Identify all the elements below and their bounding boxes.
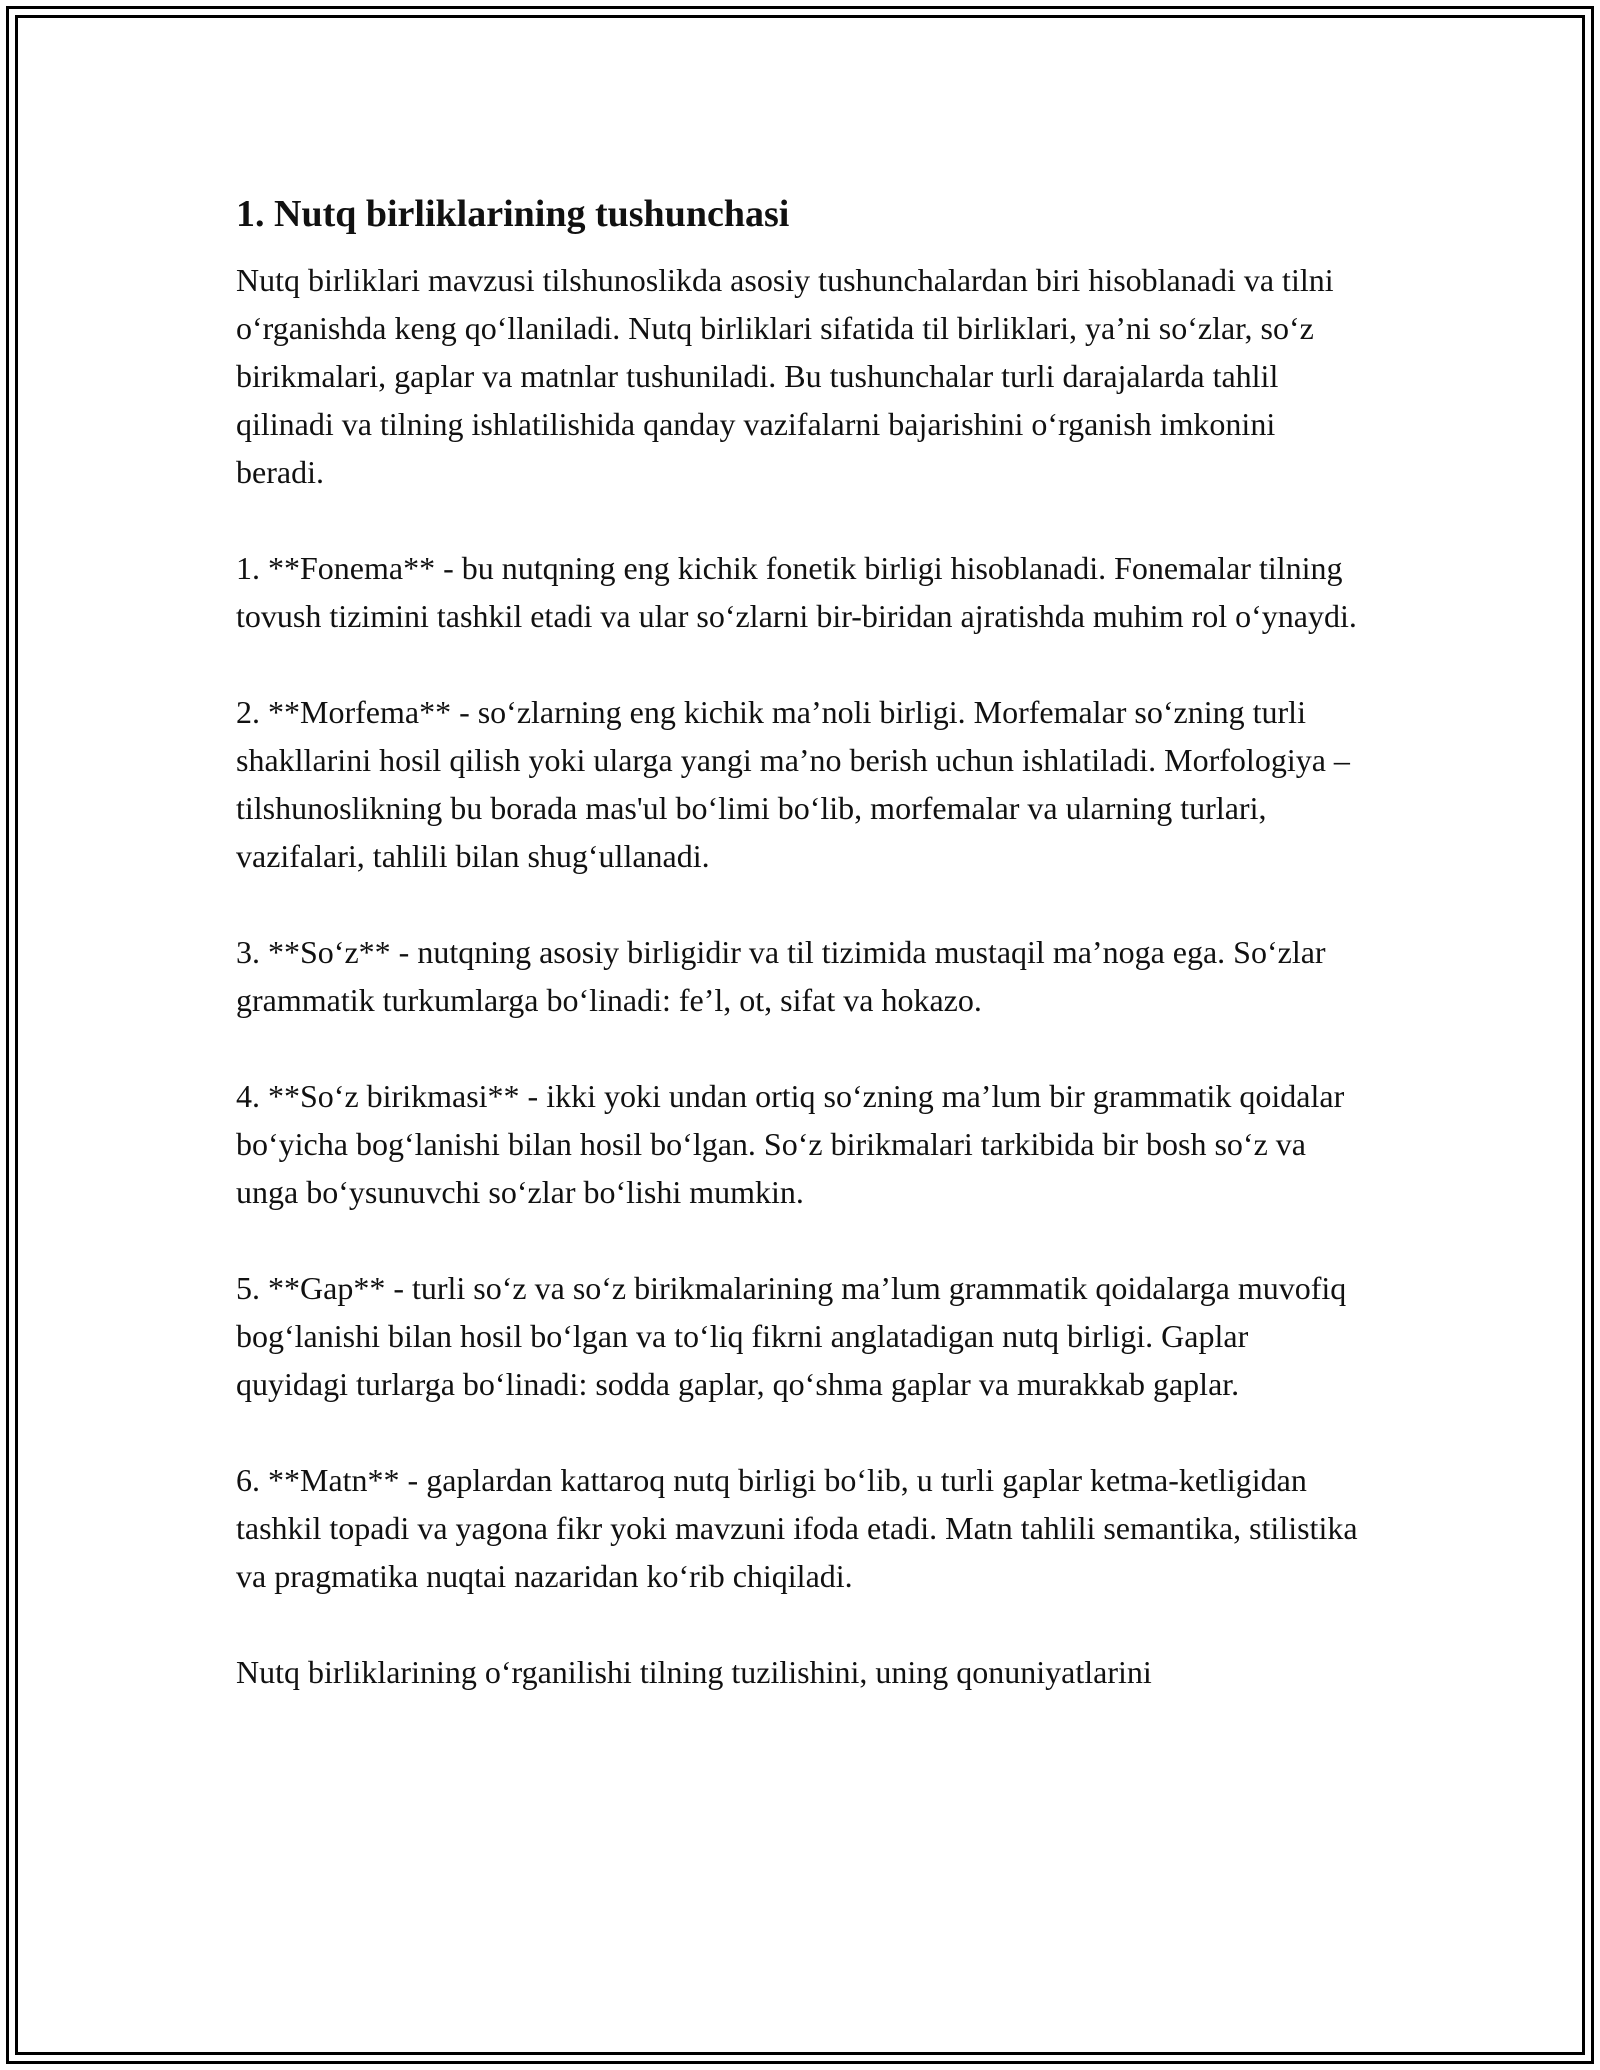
intro-paragraph: Nutq birliklari mavzusi tilshunoslikda asosiy tushunchalardan biri hisoblanadi va tilni o‘rganishda keng qo‘llaniladi. Nutq birliklari sifatida til birliklari, ya’ni so‘zlar, so‘z birikmalari, gaplar va matnlar tushuniladi. Bu tushunchalar turli darajalarda tahlil qilinadi va tilning ishlatilishida qanday vazifalarni bajarishini o‘rganish imkonini beradi.	[236, 262, 1334, 490]
list-item-matn: 6. **Matn** - gaplardan kattaroq nutq birligi bo‘lib, u turli gaplar ketma-ketligidan tashkil topadi va yagona fikr yoki mavzuni ifoda etadi. Matn tahlili semantika, stilistika va pragmatika nuqtai nazaridan ko‘rib chiqiladi.	[236, 1462, 1358, 1594]
list-item-gap: 5. **Gap** - turli so‘z va so‘z birikmalarining ma’lum grammatik qoidalarga muvofiq bog‘lanishi bilan hosil bo‘lgan va to‘liq fikrni anglatadigan nutq birligi. Gaplar quyidagi turlarga bo‘linadi: sodda gaplar, qo‘shma gaplar va murakkab gaplar.	[236, 1270, 1347, 1402]
list-item-fonema: 1. **Fonema** - bu nutqning eng kichik fonetik birligi hisoblanadi. Fonemalar tilning tovush tizimini tashkil etadi va ular so‘zlarni bir-biridan ajratishda muhim rol o‘ynaydi.	[236, 550, 1357, 634]
list-item-soz: 3. **So‘z** - nutqning asosiy birligidir va til tizimida mustaqil ma’noga ega. So‘zlar grammatik turkumlarga bo‘linadi: fe’l, ot, sifat va hokazo.	[236, 934, 1326, 1018]
document-body	[236, 188, 1366, 1696]
closing-paragraph: Nutq birliklarining o‘rganilishi tilning tuzilishini, uning qonuniyatlarini	[236, 1654, 1152, 1690]
list-item-morfema: 2. **Morfema** - so‘zlarning eng kichik ma’noli birligi. Morfemalar so‘zning turli shakllarini hosil qilish yoki ularga yangi ma’no berish uchun ishlatiladi. Morfologiya – tilshunoslikning bu borada mas'ul bo‘limi bo‘lib, morfemalar va ularning turlari, vazifalari, tahlili bilan shug‘ullanadi.	[236, 694, 1350, 874]
list-item-soz-birikmasi: 4. **So‘z birikmasi** - ikki yoki undan ortiq so‘zning ma’lum bir grammatik qoidalar bo‘yicha bog‘lanishi bilan hosil bo‘lgan. So‘z birikmalari tarkibida bir bosh so‘z va unga bo‘ysunuvchi so‘zlar bo‘lishi mumkin.	[236, 1078, 1345, 1210]
section-heading: 1. Nutq birliklarining tushunchasi	[236, 193, 790, 235]
